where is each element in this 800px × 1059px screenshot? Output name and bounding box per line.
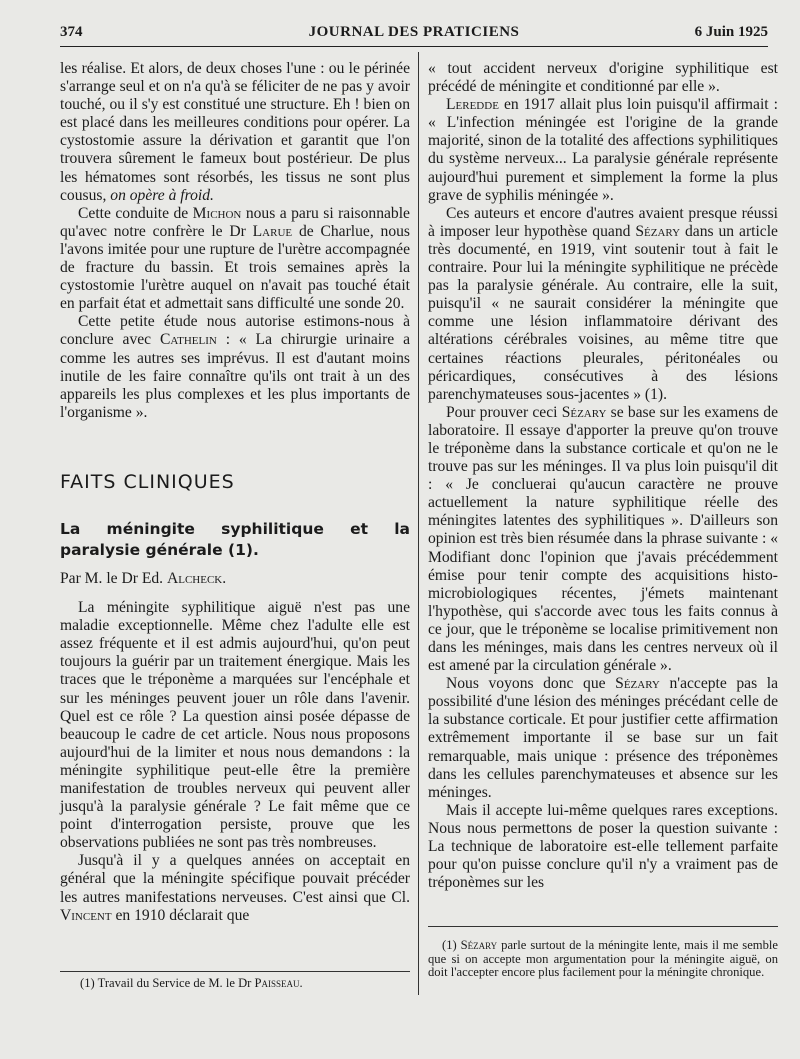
- paragraph: « tout accident nerveux d'origine syphilitique est précédé de méningite et conditionné par elle ».: [428, 60, 778, 96]
- right-column: [428, 60, 778, 892]
- author-name: Cathelin: [159, 331, 217, 349]
- author-name: Larue: [252, 222, 293, 240]
- paragraph: Pour prouver ceci Sézary se base sur les examens de laboratoire. Il essaye d'apporter la preuve qu'on trouve le tréponème dans la substance corticale et qu'on ne le trouve pas sur les méninges. Il va plus loin puisqu'il dit : « Je concluerai qu'aucun caractère ne prouve actuellement la nature syphilitique réelle des méningites latentes des syphilitiques ». D'ailleurs son opinion est très bien résumée dans la phrase suivante : « Modifiant donc l'opinion que j'avais précédemment émise pour tenir compte des acquisitions histo-microbiologiques récentes, j'émets maintenant l'hypothèse, qui s'accorde avec tous les faits connus à ce jour, que le tréponème se localise primitivement non dans les méninges, mais dans les centres nerveux où il est amené par la circulation générale ».: [428, 403, 779, 675]
- paragraph: Leredde en 1917 allait plus loin puisqu'il affirmait : « L'infection méningée est l'origine de la grande majorité, sinon de la totalité des affections syphilitiques du système nerveux... La paralysie générale représente aujourd'hui purement et simplement la forme la plus grave de syphilis méningée ».: [428, 96, 778, 204]
- paragraph: Cette conduite de Michon nous a paru si raisonnable qu'avec notre confrère le Dr Larue de Charlue, nous l'avons imitée pour une rupture de l'urètre accompagnée de fracture du bassin. Et trois semaines après la cystostomie l'urètre auquel on n'avait pas touché était en parfait état et admettait sans difficulté une sonde 20.: [60, 204, 410, 313]
- paragraph: Mais il accepte lui-même quelques rares exceptions. Nous nous permettons de poser la question suivante : La technique de laboratoire est-elle tellement parfaite pour qu'on puisse conclure qu'il n'y a vraiment pas de tréponèmes sur les: [428, 801, 778, 892]
- journal-title: JOURNAL DES PRATICIENS: [308, 24, 520, 40]
- footnote: (1) Travail du Service de M. le Dr Paisseau.: [80, 976, 303, 990]
- column-divider: [418, 52, 419, 995]
- paragraph: Jusqu'à il y a quelques années on acceptait en général que la méningite spécifique pouvait précéder les autres manifestations nerveuses. C'est ainsi que Cl. Vincent en 1910 déclarait que: [60, 852, 410, 924]
- article-title: La méningite syphilitique et la paralysie générale (1).: [60, 519, 410, 559]
- footnote-rule: [428, 926, 778, 927]
- article-author: Par M. le Dr Ed. Alcheck.: [60, 569, 227, 587]
- section-title: FAITS CLINIQUES: [60, 470, 235, 493]
- author-name: Michon: [192, 204, 242, 222]
- header-rule: [60, 46, 768, 47]
- page-number: 374: [60, 24, 83, 40]
- author-name: Leredde: [446, 96, 499, 114]
- paragraph: Ces auteurs et encore d'autres avaient presque réussi à imposer leur hypothèse quand Sézary dans un article très documenté, en 1919, vint soutenir tout à fait le contraire. Pour lui la méningite syphilitique ne précède pas la paralysie générale. Au contraire, elle la suit, puisqu'il « ne saurait considérer la méningite que comme une lésion inflammatoire dérivant des altérations cérébrales voisines, au même titre que certaines réactions pleurales, péritonéales ou péricardiques, consécutives à des lésions parenchymateuses sous-jacentes » (1).: [428, 204, 778, 403]
- author-name: Sézary: [561, 403, 607, 421]
- author-name: Vincent: [60, 906, 112, 924]
- footnote: (1) Sézary parle surtout de la méningite lente, mais il me semble que si on accepte mon argumentation pour la méningite aiguë, on doit l'accepter encore plus facilement pour la méningite chronique.: [428, 938, 778, 979]
- footnote-rule: [60, 971, 410, 972]
- paragraph: Cette petite étude nous autorise estimons-nous à conclure avec Cathelin : « La chirurgie urinaire a comme les autres ses imprévus. Il est d'autant moins inutile de les faire connaître qu'ils ont trait à un des appareils les plus complexes et les plus importants de l'organisme ».: [60, 313, 411, 421]
- paragraph: les réalise. Et alors, de deux choses l'une : ou le périnée s'arrange seul et on n'a qu'à se féliciter de ne pas y avoir touché, ou il s'y est constitué une structure. Eh ! bien on est placé dans les meilleures conditions pour opérer. La cystostomie assure la dérivation et garantit que l'on trouvera sûrement le fameux bout postérieur. De plus les hématomes sont résorbés, les tissus ne sont plus cousus, on opère à froid.: [60, 60, 410, 204]
- issue-date: 6 Juin 1925: [694, 24, 768, 40]
- paragraph: Nous voyons donc que Sézary n'accepte pas la possibilité d'une lésion des méninges précédant celle de la substance corticale. Et pour justifier cette affirmation extrêmement importante il se base sur un fait remarquable, mais unique : présence des tréponèmes dans les cellules parenchymateuses et absence sur les méninges.: [428, 675, 779, 801]
- author-name: Sézary: [615, 675, 660, 693]
- paragraph: La méningite syphilitique aiguë n'est pas une maladie exceptionnelle. Même chez l'adulte elle est assez fréquente et il est admis aujourd'hui, qu'on peut toujours la guérir par un traitement énergique. Mais les traces que le tréponème a marquées sur l'encéphale et sur les méninges peuvent jouer un rôle dans l'avenir. Quel est ce rôle ? La question ainsi posée dépasse de beaucoup le cadre de cet article. Nous nous proposons aujourd'hui de la limiter et nous nous demandons : la méningite syphilitique peut-elle être la première manifestation de troubles nerveux qui peuvent aller jusqu'à la paralysie générale ? Le fait même que ce point d'interrogation persiste, prouve que les observations publiées ne sont pas très nombreuses.: [60, 599, 410, 852]
- left-column: [60, 60, 410, 925]
- running-header: [60, 22, 768, 44]
- author-name: Sézary: [635, 222, 681, 240]
